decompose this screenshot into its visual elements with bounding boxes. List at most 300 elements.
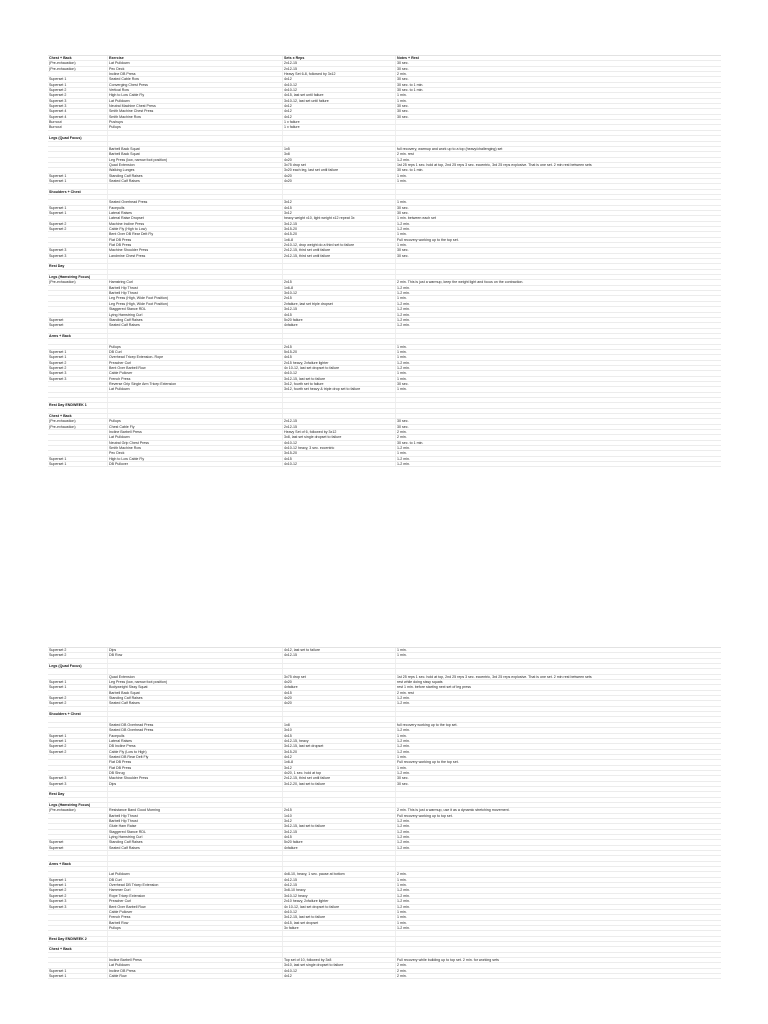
notes-cell	[396, 334, 721, 338]
notes-cell: 1 min.	[397, 371, 407, 376]
sets-reps-cell: 4x 10-12, last set dropset to failure	[283, 905, 396, 909]
group-cell	[48, 707, 108, 711]
notes-cell: 30 sec.	[397, 248, 409, 253]
notes-cell	[396, 259, 721, 263]
exercise-cell	[108, 190, 283, 194]
notes-cell: 30 sec.	[397, 77, 409, 82]
notes-cell: 1-2 min.	[397, 888, 410, 893]
exercise-cell: Barbell Hip Thrust	[108, 814, 283, 818]
notes-cell: 30 sec. to 1 min.	[397, 440, 424, 445]
notes-cell: 30 sec.	[397, 109, 409, 114]
exercise-cell: Leg Press (High, Wide Foot Position)	[108, 296, 283, 300]
notes-cell	[396, 659, 721, 663]
sets-reps-cell: 2x12-15	[283, 419, 396, 423]
group-cell: (Pre-exhaustion)	[48, 419, 108, 423]
sets-reps-cell: 2x12-15, third set until failure	[283, 254, 396, 258]
exercise-cell: Quad Extension	[108, 163, 283, 167]
sets-reps-cell: 3x12	[283, 766, 396, 770]
notes-cell: 1-2 min.	[397, 738, 410, 743]
notes-cell: 1 min.	[397, 920, 407, 925]
group-cell: Superset 3	[48, 254, 108, 258]
sets-reps-cell	[283, 403, 396, 407]
sets-reps-cell	[283, 792, 396, 796]
sets-reps-cell: 4x20	[283, 680, 396, 684]
exercise-cell: Rope Tricep Extension	[108, 894, 283, 898]
exercise-cell: Seated Calf Raises	[108, 323, 283, 327]
exercise-cell: Smith Machine Row	[108, 115, 283, 119]
exercise-cell: Seated Calf Raises	[108, 701, 283, 705]
exercise-cell: Preacher Curl	[108, 899, 283, 903]
notes-cell	[396, 270, 721, 274]
notes-cell: 30 sec. to 1 min.	[397, 168, 424, 173]
exercise-cell: Lying Hamstring Curl	[108, 835, 283, 839]
sets-reps-cell: Top set of 10, followed by 3x8	[283, 958, 396, 962]
sets-reps-cell: 4x10-12	[283, 371, 396, 375]
notes-cell: 1-2 min.	[397, 696, 410, 701]
sets-reps-cell	[283, 787, 396, 791]
group-cell	[48, 926, 108, 930]
sets-reps-cell: 2x12-15	[283, 61, 396, 65]
exercise-cell	[108, 136, 283, 140]
group-cell	[48, 329, 108, 333]
exercise-cell: Bent Over Barbell Row	[108, 905, 283, 909]
exercise-cell: Incline DB Press	[108, 72, 283, 76]
notes-cell: 2 min. This is just a warmup, use it as a dynamic stretching movement.	[397, 808, 510, 813]
notes-cell: 30 sec.	[397, 253, 409, 258]
sets-reps-cell	[283, 195, 396, 199]
sets-reps-cell	[283, 190, 396, 194]
sets-reps-cell: 4x15	[283, 835, 396, 839]
sets-reps-cell: Sets x Reps	[283, 56, 396, 60]
notes-cell	[396, 393, 721, 397]
exercise-cell	[108, 664, 283, 668]
notes-cell: 1-2 min.	[397, 462, 410, 467]
sets-reps-cell	[283, 707, 396, 711]
exercise-cell: Exercise	[108, 56, 283, 60]
exercise-cell: DB Row	[108, 653, 283, 657]
sets-reps-cell: 4x15	[283, 355, 396, 359]
group-cell: Superset 1	[48, 457, 108, 461]
exercise-cell: DB Curl	[108, 878, 283, 882]
table-row	[48, 462, 721, 467]
notes-cell	[396, 851, 721, 855]
group-cell	[48, 446, 108, 450]
group-cell: Superset 2	[48, 701, 108, 705]
notes-cell	[396, 414, 721, 418]
exercise-cell	[108, 275, 283, 279]
exercise-cell: Neutral Grip Chest Press	[108, 441, 283, 445]
group-cell: Superset 2	[48, 227, 108, 231]
notes-cell	[396, 931, 721, 935]
group-cell: Superset 1	[48, 883, 108, 887]
exercise-cell: Smith Machine Row	[108, 446, 283, 450]
sets-reps-cell: 3x12-15	[283, 830, 396, 834]
exercise-cell: Vertical Row	[108, 88, 283, 92]
group-cell	[48, 953, 108, 957]
sets-reps-cell: 3x15-20	[283, 227, 396, 231]
notes-cell: 30 sec.	[397, 205, 409, 210]
exercise-cell: Smith Machine Chest Press	[108, 109, 283, 113]
notes-cell: 30 sec.	[397, 61, 409, 66]
notes-cell: Full recovery working up to the top set.	[397, 760, 459, 765]
group-cell	[48, 387, 108, 391]
exercise-cell: Incline DB Press	[108, 969, 283, 973]
exercise-cell: Incline Barbell Press	[108, 958, 283, 962]
group-cell	[48, 814, 108, 818]
notes-cell: 1-2 min.	[397, 899, 410, 904]
sets-reps-cell: 4x20	[283, 696, 396, 700]
sets-reps-cell	[283, 664, 396, 668]
notes-cell: 1 min.	[397, 349, 407, 354]
group-cell: Superset 3	[48, 371, 108, 375]
group-cell: (Pre-exhaustion)	[48, 280, 108, 284]
notes-cell: 2 min. rest	[397, 152, 414, 157]
notes-cell: 1-2 min.	[397, 749, 410, 754]
group-cell	[48, 771, 108, 775]
exercise-cell: Flat DB Press	[108, 243, 283, 247]
exercise-cell: Lat Pulldown	[108, 872, 283, 876]
group-cell: Superset 2	[48, 93, 108, 97]
group-cell: Superset 1	[48, 462, 108, 466]
exercise-cell: Landmine Chest Press	[108, 254, 283, 258]
notes-cell: 1-2 min.	[397, 770, 410, 775]
notes-cell	[396, 142, 721, 146]
exercise-cell	[108, 398, 283, 402]
sets-reps-cell	[283, 798, 396, 802]
exercise-cell	[108, 953, 283, 957]
group-cell	[48, 717, 108, 721]
sets-reps-cell: 3x15-20	[283, 451, 396, 455]
notes-cell: 1 min.	[397, 877, 407, 882]
notes-cell	[396, 275, 721, 279]
sets-reps-cell: 2x10 heavy, 2xfailure lighter	[283, 899, 396, 903]
notes-cell: 1-2 min.	[397, 835, 410, 840]
exercise-cell	[108, 937, 283, 941]
sets-reps-cell: 4x15	[283, 457, 396, 461]
sets-reps-cell: 3x12, fourth set heavy & triple drop set to failure	[283, 387, 396, 391]
notes-cell: 2 min.	[397, 435, 407, 440]
exercise-cell: Machine Shoulder Press	[108, 776, 283, 780]
group-cell: Superset 3	[48, 782, 108, 786]
notes-cell: 1-2 min.	[397, 893, 410, 898]
sets-reps-cell	[283, 669, 396, 673]
group-cell: Superset 4	[48, 115, 108, 119]
sets-reps-cell: 4x10-12	[283, 441, 396, 445]
group-cell	[48, 382, 108, 386]
notes-cell: 1 min.	[397, 376, 407, 381]
group-cell: Superset 1	[48, 734, 108, 738]
group-cell	[48, 787, 108, 791]
notes-cell	[396, 398, 721, 402]
sets-reps-cell: 3x12-15, last set to failure	[283, 377, 396, 381]
exercise-cell: Machine Shoulder Press	[108, 248, 283, 252]
notes-cell: 1-2 min.	[397, 221, 410, 226]
exercise-cell	[108, 414, 283, 418]
group-cell	[48, 867, 108, 871]
sets-reps-cell	[283, 393, 396, 397]
sets-reps-cell: 4x10-12	[283, 88, 396, 92]
exercise-cell	[108, 659, 283, 663]
group-cell	[48, 163, 108, 167]
group-cell: Superset 2	[48, 648, 108, 652]
notes-cell: 1 min.	[397, 173, 407, 178]
notes-cell: 30 sec.	[397, 781, 409, 786]
sets-reps-cell: 2x10-12, drop weight do a third set to failure	[283, 243, 396, 247]
exercise-cell	[108, 329, 283, 333]
exercise-cell: Quad Extension	[108, 675, 283, 679]
exercise-cell: Glute Ham Raise	[108, 824, 283, 828]
notes-cell: full recovery, warmup and work up to a top (heavy/challenging) set	[397, 146, 503, 151]
group-cell	[48, 921, 108, 925]
notes-cell: 1 min.	[397, 355, 407, 360]
group-cell: Superset 1	[48, 878, 108, 882]
notes-cell: 1-2 min.	[397, 840, 410, 845]
exercise-cell: Lateral Raise Dropset	[108, 216, 283, 220]
group-cell: Superset 1	[48, 350, 108, 354]
sets-reps-cell: 4xfailure	[283, 846, 396, 850]
exercise-cell: DB Curl	[108, 350, 283, 354]
notes-cell: 1-2 min.	[397, 365, 410, 370]
sets-reps-cell: 4x10-12 heavy, 3 sec. eccentric	[283, 446, 396, 450]
sets-reps-cell: 3x75 drop set	[283, 675, 396, 679]
exercise-cell: Seated Cable Row	[108, 77, 283, 81]
notes-cell: 1 min.	[397, 200, 407, 205]
notes-cell: 30 sec.	[397, 104, 409, 109]
sets-reps-cell: 2x12-15, third set until failure	[283, 248, 396, 252]
group-cell: Superset 2	[48, 222, 108, 226]
notes-cell: 1 min.	[397, 653, 407, 658]
group-cell: Superset 2	[48, 361, 108, 365]
sets-reps-cell: 3x12	[283, 819, 396, 823]
exercise-cell: Pushups	[108, 120, 283, 124]
sets-reps-cell	[283, 867, 396, 871]
sets-reps-cell	[283, 409, 396, 413]
group-cell: Superset 2	[48, 888, 108, 892]
group-cell: Superset 2	[48, 366, 108, 370]
exercise-cell: Converging Chest Press	[108, 83, 283, 87]
notes-cell: 2 min.	[397, 968, 407, 973]
sets-reps-cell: 4xfailure	[283, 685, 396, 689]
exercise-cell	[108, 131, 283, 135]
sets-reps-cell: 3x10-12, last set until failure	[283, 99, 396, 103]
group-cell	[48, 184, 108, 188]
exercise-cell	[108, 270, 283, 274]
group-cell: Superset 3	[48, 905, 108, 909]
group-cell: Burnout	[48, 125, 108, 129]
exercise-cell: Seated Calf Raises	[108, 846, 283, 850]
exercise-cell: Barbell Back Squat	[108, 147, 283, 151]
sets-reps-cell: 3x20 each leg, last set until failure	[283, 168, 396, 172]
notes-cell	[396, 195, 721, 199]
exercise-cell	[108, 339, 283, 343]
exercise-cell: Flat DB Press	[108, 238, 283, 242]
group-cell: Superset 4	[48, 109, 108, 113]
group-cell	[48, 430, 108, 434]
notes-cell: 1-2 min.	[397, 728, 410, 733]
group-cell	[48, 291, 108, 295]
sets-reps-cell: 4x12	[283, 755, 396, 759]
group-cell	[48, 856, 108, 860]
exercise-cell: High to Low Cable Fly	[108, 93, 283, 97]
notes-cell: 2 min.	[397, 963, 407, 968]
exercise-cell: Hammer Curl	[108, 888, 283, 892]
exercise-cell	[108, 142, 283, 146]
exercise-cell: French Press	[108, 915, 283, 919]
sets-reps-cell	[283, 275, 396, 279]
sets-reps-cell: 4x20	[283, 158, 396, 162]
sets-reps-cell	[283, 803, 396, 807]
group-cell: Chest + Back	[48, 56, 108, 60]
exercise-cell	[108, 947, 283, 951]
exercise-cell	[108, 717, 283, 721]
group-cell	[48, 451, 108, 455]
exercise-cell: Facepulls	[108, 206, 283, 210]
notes-cell: 1 min.	[397, 915, 407, 920]
notes-cell	[396, 798, 721, 802]
group-cell: Superset	[48, 318, 108, 322]
exercise-cell: Resistance Band Good Morning	[108, 808, 283, 812]
group-cell	[48, 910, 108, 914]
notes-cell	[396, 339, 721, 343]
group-cell: Superset	[48, 846, 108, 850]
group-cell	[48, 755, 108, 759]
notes-cell	[396, 803, 721, 807]
notes-cell: 1-2 min.	[397, 317, 410, 322]
notes-cell: 1-2 min.	[397, 360, 410, 365]
group-cell	[48, 147, 108, 151]
sets-reps-cell: 4x10-12	[283, 462, 396, 466]
notes-cell	[396, 120, 721, 124]
sets-reps-cell	[283, 339, 396, 343]
sets-reps-cell: 4x20	[283, 179, 396, 183]
sets-reps-cell: 4x15-20	[283, 232, 396, 236]
notes-cell: rest 1 min. before starting next set of leg press	[397, 685, 471, 690]
group-cell: Rest Day	[48, 264, 108, 268]
sets-reps-cell: 1x5	[283, 147, 396, 151]
notes-cell: 1 min.	[397, 648, 407, 652]
sets-reps-cell: 3x failure	[283, 926, 396, 930]
exercise-cell	[108, 931, 283, 935]
notes-cell: 2 min. rest	[397, 690, 414, 695]
exercise-cell	[108, 259, 283, 263]
notes-cell: 1-2 min.	[397, 845, 410, 850]
exercise-cell: Lying Hamstring Curl	[108, 313, 283, 317]
group-cell: Superset 2	[48, 88, 108, 92]
exercise-cell: Pec Deck	[108, 451, 283, 455]
sets-reps-cell: 4x12	[283, 974, 396, 978]
exercise-cell	[108, 669, 283, 673]
group-cell	[48, 958, 108, 962]
sets-reps-cell: heavy weight x10, light weight x12 repeat 3x	[283, 216, 396, 220]
exercise-cell: Seated DB Overhead Press	[108, 728, 283, 732]
notes-cell: 2 min.	[397, 72, 407, 77]
sets-reps-cell: 4x15	[283, 313, 396, 317]
exercise-cell: Pullups	[108, 125, 283, 129]
sets-reps-cell: 4x15	[283, 691, 396, 695]
sets-reps-cell: 1x8	[283, 723, 396, 727]
group-cell	[48, 168, 108, 172]
sets-reps-cell: 4x15	[283, 206, 396, 210]
sets-reps-cell: 3x12-15	[283, 307, 396, 311]
group-cell	[48, 398, 108, 402]
sets-reps-cell	[283, 953, 396, 957]
notes-cell: 1 min.	[397, 733, 407, 738]
notes-cell	[396, 947, 721, 951]
exercise-cell: Cable Pullover	[108, 910, 283, 914]
group-cell: Superset 1	[48, 77, 108, 81]
exercise-cell: French Press	[108, 377, 283, 381]
group-cell	[48, 830, 108, 834]
sets-reps-cell: 3x12-15, last set to failure	[283, 824, 396, 828]
notes-cell: 2 min. This is just a warmup, keep the weight light and focus on the contraction.	[397, 280, 524, 285]
exercise-cell: Bent Over DB Rear Delt Fly	[108, 232, 283, 236]
exercise-cell: Staggered Stance RDL	[108, 830, 283, 834]
notes-cell	[396, 131, 721, 135]
notes-cell: 1 min.	[397, 243, 407, 248]
sets-reps-cell: 4x15, last set until failure	[283, 93, 396, 97]
exercise-cell: Lat Pulldown	[108, 387, 283, 391]
group-cell: Superset 3	[48, 104, 108, 108]
notes-cell: Full recovery working up to top set.	[397, 813, 453, 818]
spreadsheet-page-2	[48, 647, 721, 979]
sets-reps-cell	[283, 334, 396, 338]
notes-cell: 1-2 min.	[397, 744, 410, 749]
group-cell	[48, 195, 108, 199]
exercise-cell: Seated DB Overhead Press	[108, 723, 283, 727]
group-cell	[48, 723, 108, 727]
sets-reps-cell: 4x12, last set to failure	[283, 648, 396, 652]
group-cell: (Pre-exhaustion)	[48, 61, 108, 65]
exercise-cell	[108, 264, 283, 268]
notes-cell	[396, 942, 721, 946]
notes-cell: 1-2 min.	[397, 819, 410, 823]
sets-reps-cell	[283, 931, 396, 935]
sets-reps-cell: 1x6-8	[283, 760, 396, 764]
exercise-cell	[108, 403, 283, 407]
group-cell	[48, 302, 108, 306]
notes-cell: 1 min.	[397, 387, 407, 392]
exercise-cell: Pullups	[108, 345, 283, 349]
notes-cell: 1 min.	[397, 765, 407, 770]
group-cell	[48, 345, 108, 349]
notes-cell	[396, 862, 721, 866]
exercise-cell: Seated Overhead Press	[108, 200, 283, 204]
sets-reps-cell	[283, 270, 396, 274]
exercise-cell	[108, 393, 283, 397]
sets-reps-cell	[283, 136, 396, 140]
group-cell	[48, 243, 108, 247]
exercise-cell: Bent Over Barbell Row	[108, 366, 283, 370]
exercise-cell: Incline Barbell Press	[108, 430, 283, 434]
group-cell: Rest Day	[48, 792, 108, 796]
notes-cell: 1 min.	[397, 178, 407, 183]
exercise-cell: Hamstring Curl	[108, 280, 283, 284]
notes-cell: 30 sec. to 1 min.	[397, 82, 424, 87]
spreadsheet-page-1	[48, 55, 721, 467]
group-cell: Chest + Back	[48, 414, 108, 418]
sets-reps-cell	[283, 937, 396, 941]
group-cell: Superset 3	[48, 899, 108, 903]
group-cell: Arms + Back	[48, 334, 108, 338]
sets-reps-cell	[283, 717, 396, 721]
sets-reps-cell: 3x12-15, last set dropset	[283, 744, 396, 748]
notes-cell: 1-2 min.	[397, 312, 410, 317]
exercise-cell: Barbell Hip Thrust	[108, 819, 283, 823]
exercise-cell: DB Incline Press	[108, 744, 283, 748]
sets-reps-cell: 2x15	[283, 280, 396, 284]
group-cell	[48, 872, 108, 876]
sets-reps-cell: 4x12	[283, 104, 396, 108]
